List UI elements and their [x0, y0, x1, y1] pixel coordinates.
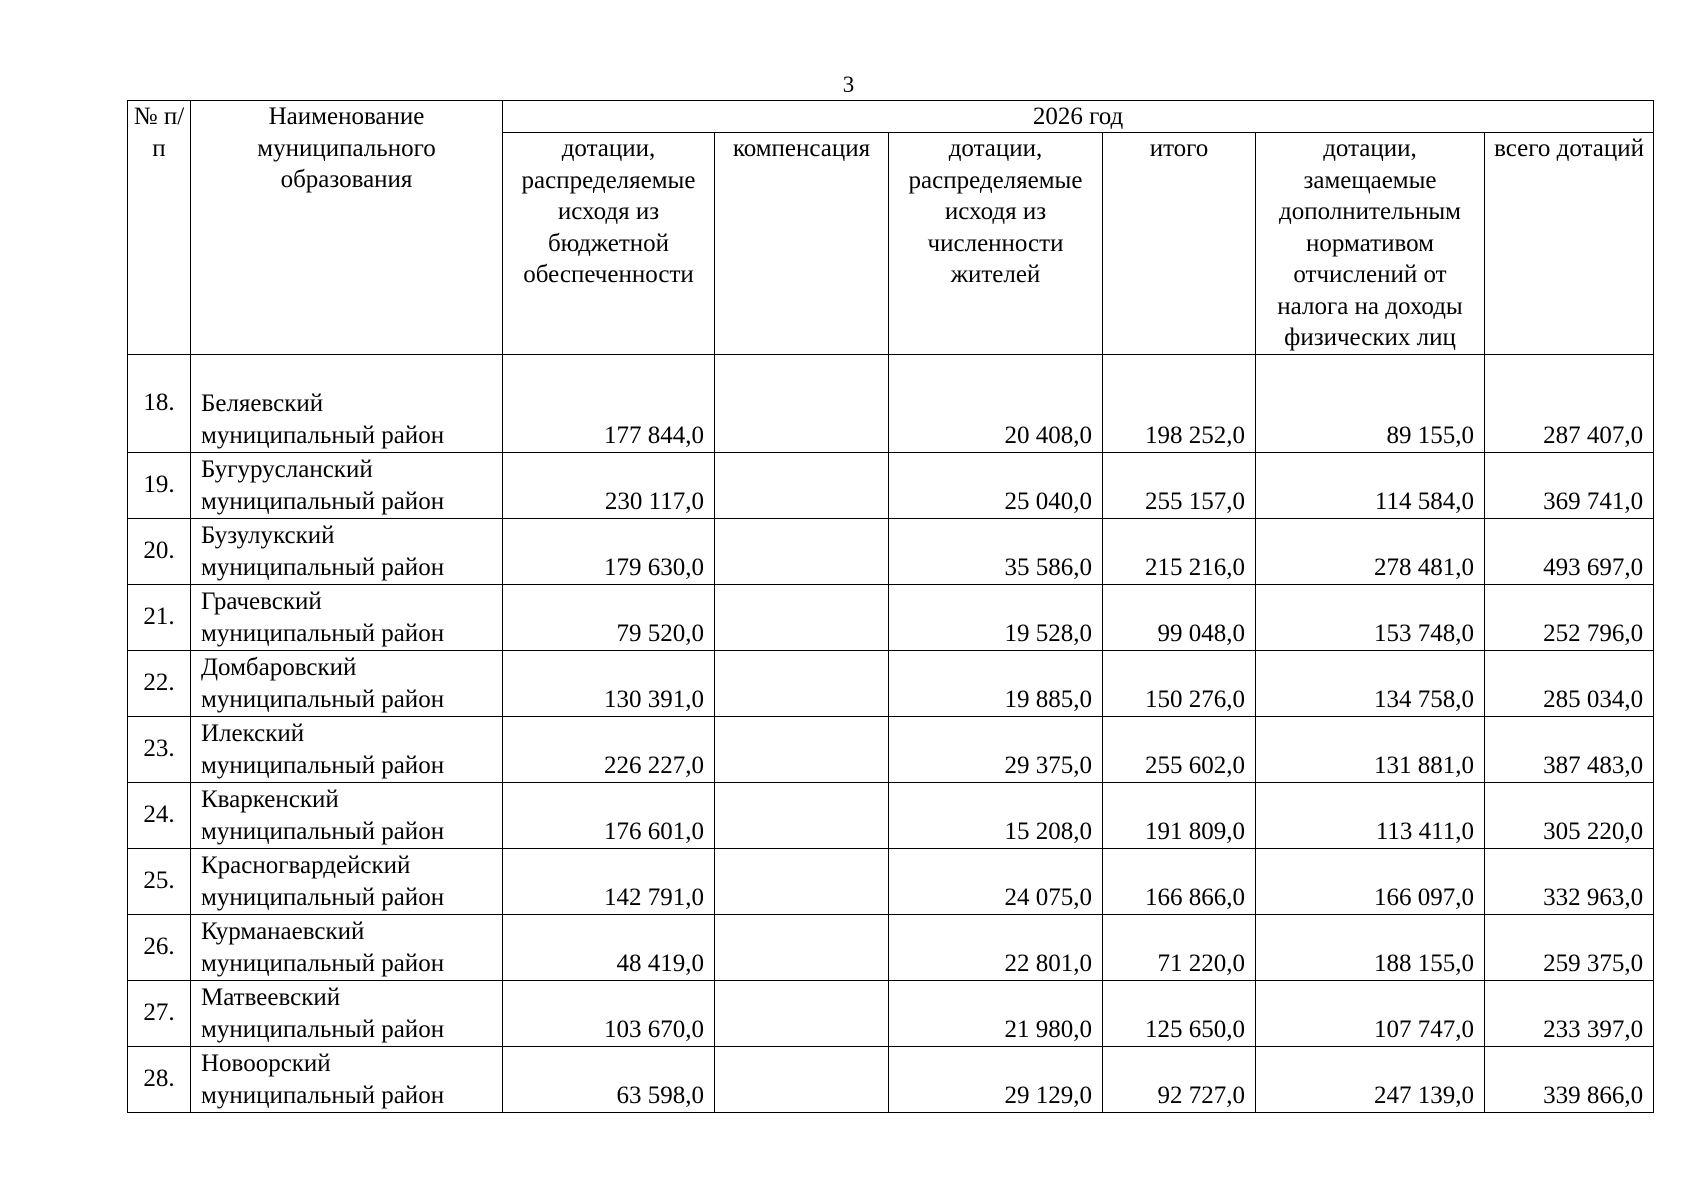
municipality-name-line1: Беляевский [201, 389, 324, 417]
cell-population-subsidies: 24 075,0 [889, 848, 1103, 914]
cell-compensation [715, 518, 889, 584]
cell-all-subsidies: 287 407,0 [1485, 354, 1654, 452]
cell-all-subsidies: 339 866,0 [1485, 1046, 1654, 1112]
municipality-name-line2: муниципальный район [201, 817, 445, 845]
table-row [128, 848, 1654, 914]
cell-total: 255 602,0 [1103, 716, 1256, 782]
table-row [128, 518, 1654, 584]
row-number: 26. [128, 914, 191, 980]
municipality-name-line2: муниципальный район [201, 553, 445, 581]
table-row [128, 354, 1654, 452]
cell-population-subsidies: 22 801,0 [889, 914, 1103, 980]
cell-budget-subsidies: 63 598,0 [503, 1046, 715, 1112]
municipality-name [191, 848, 503, 914]
table-row [128, 716, 1654, 782]
cell-total: 125 650,0 [1103, 980, 1256, 1046]
municipality-name-line1: Матвеевский [201, 983, 341, 1011]
header-compensation: компенсация [715, 133, 889, 355]
cell-all-subsidies: 369 741,0 [1485, 452, 1654, 518]
cell-budget-subsidies: 130 391,0 [503, 650, 715, 716]
cell-ndfl-subsidies: 131 881,0 [1256, 716, 1485, 782]
row-number: 18. [128, 354, 191, 452]
table-row [128, 650, 1654, 716]
municipality-name [191, 782, 503, 848]
municipality-name-line2: муниципальный район [201, 1015, 445, 1043]
cell-total: 215 216,0 [1103, 518, 1256, 584]
cell-population-subsidies: 35 586,0 [889, 518, 1103, 584]
cell-ndfl-subsidies: 134 758,0 [1256, 650, 1485, 716]
cell-population-subsidies: 19 885,0 [889, 650, 1103, 716]
cell-budget-subsidies: 142 791,0 [503, 848, 715, 914]
cell-budget-subsidies: 176 601,0 [503, 782, 715, 848]
header-year: 2026 год [503, 101, 1654, 133]
cell-compensation [715, 452, 889, 518]
municipality-name [191, 354, 503, 452]
cell-population-subsidies: 15 208,0 [889, 782, 1103, 848]
cell-all-subsidies: 233 397,0 [1485, 980, 1654, 1046]
cell-population-subsidies: 29 129,0 [889, 1046, 1103, 1112]
row-number: 23. [128, 716, 191, 782]
cell-total: 198 252,0 [1103, 354, 1256, 452]
cell-total: 150 276,0 [1103, 650, 1256, 716]
subsidies-table [127, 100, 1654, 1113]
cell-ndfl-subsidies: 278 481,0 [1256, 518, 1485, 584]
row-number: 22. [128, 650, 191, 716]
cell-budget-subsidies: 226 227,0 [503, 716, 715, 782]
cell-compensation [715, 584, 889, 650]
cell-ndfl-subsidies: 153 748,0 [1256, 584, 1485, 650]
cell-all-subsidies: 387 483,0 [1485, 716, 1654, 782]
cell-population-subsidies: 19 528,0 [889, 584, 1103, 650]
cell-compensation [715, 1046, 889, 1112]
municipality-name-line2: муниципальный район [201, 685, 445, 713]
table-row [128, 782, 1654, 848]
cell-budget-subsidies: 179 630,0 [503, 518, 715, 584]
table-row [128, 980, 1654, 1046]
municipality-name-line1: Бугурусланский [201, 455, 373, 483]
row-number: 28. [128, 1046, 191, 1112]
cell-budget-subsidies: 177 844,0 [503, 354, 715, 452]
header-all-subsidies: всего дотаций [1485, 133, 1654, 355]
municipality-name [191, 650, 503, 716]
cell-population-subsidies: 20 408,0 [889, 354, 1103, 452]
municipality-name [191, 716, 503, 782]
cell-budget-subsidies: 48 419,0 [503, 914, 715, 980]
cell-all-subsidies: 285 034,0 [1485, 650, 1654, 716]
table-body [128, 354, 1654, 1112]
municipality-name [191, 1046, 503, 1112]
cell-all-subsidies: 252 796,0 [1485, 584, 1654, 650]
row-number: 21. [128, 584, 191, 650]
cell-total: 166 866,0 [1103, 848, 1256, 914]
row-number: 25. [128, 848, 191, 914]
municipality-name-line1: Илекский [201, 719, 305, 747]
row-number: 19. [128, 452, 191, 518]
cell-compensation [715, 848, 889, 914]
header-name: Наименование муниципального образования [191, 101, 503, 355]
cell-budget-subsidies: 103 670,0 [503, 980, 715, 1046]
cell-population-subsidies: 25 040,0 [889, 452, 1103, 518]
row-number: 20. [128, 518, 191, 584]
cell-compensation [715, 650, 889, 716]
cell-population-subsidies: 21 980,0 [889, 980, 1103, 1046]
header-ndfl-subsidies: дотации, замещаемые дополнительным нормативом отчислений от налога на доходы физических лиц [1256, 133, 1485, 355]
cell-total: 191 809,0 [1103, 782, 1256, 848]
cell-all-subsidies: 305 220,0 [1485, 782, 1654, 848]
cell-total: 99 048,0 [1103, 584, 1256, 650]
cell-compensation [715, 716, 889, 782]
row-number: 27. [128, 980, 191, 1046]
cell-ndfl-subsidies: 113 411,0 [1256, 782, 1485, 848]
cell-total: 92 727,0 [1103, 1046, 1256, 1112]
table-row [128, 914, 1654, 980]
cell-ndfl-subsidies: 188 155,0 [1256, 914, 1485, 980]
cell-all-subsidies: 493 697,0 [1485, 518, 1654, 584]
row-number: 24. [128, 782, 191, 848]
cell-ndfl-subsidies: 107 747,0 [1256, 980, 1485, 1046]
municipality-name-line1: Курманаевский [201, 917, 365, 945]
municipality-name-line1: Кваркенский [201, 785, 339, 813]
municipality-name-line1: Домбаровский [201, 653, 357, 681]
municipality-name-line2: муниципальный район [201, 421, 445, 449]
municipality-name [191, 518, 503, 584]
header-budget-subsidies: дотации, распределяемые исходя из бюджетной обеспеченности [503, 133, 715, 355]
municipality-name-line1: Красногвардейский [201, 851, 411, 879]
cell-ndfl-subsidies: 166 097,0 [1256, 848, 1485, 914]
header-num: № п/п [128, 101, 191, 355]
municipality-name [191, 452, 503, 518]
table-row [128, 1046, 1654, 1112]
cell-total: 255 157,0 [1103, 452, 1256, 518]
cell-budget-subsidies: 79 520,0 [503, 584, 715, 650]
municipality-name-line1: Новоорский [201, 1049, 331, 1077]
municipality-name-line2: муниципальный район [201, 1081, 445, 1109]
header-total: итого [1103, 133, 1256, 355]
cell-total: 71 220,0 [1103, 914, 1256, 980]
municipality-name-line1: Бузулукский [201, 521, 335, 549]
cell-ndfl-subsidies: 247 139,0 [1256, 1046, 1485, 1112]
cell-ndfl-subsidies: 114 584,0 [1256, 452, 1485, 518]
cell-compensation [715, 354, 889, 452]
municipality-name-line2: муниципальный район [201, 619, 445, 647]
table-row [128, 584, 1654, 650]
cell-compensation [715, 782, 889, 848]
municipality-name-line2: муниципальный район [201, 949, 445, 977]
municipality-name-line2: муниципальный район [201, 487, 445, 515]
municipality-name [191, 980, 503, 1046]
cell-compensation [715, 980, 889, 1046]
page-number: 3 [842, 72, 855, 97]
cell-budget-subsidies: 230 117,0 [503, 452, 715, 518]
municipality-name-line2: муниципальный район [201, 883, 445, 911]
cell-compensation [715, 914, 889, 980]
municipality-name-line1: Грачевский [201, 587, 322, 615]
municipality-name-line2: муниципальный район [201, 751, 445, 779]
cell-population-subsidies: 29 375,0 [889, 716, 1103, 782]
cell-all-subsidies: 259 375,0 [1485, 914, 1654, 980]
municipality-name [191, 584, 503, 650]
header-population-subsidies: дотации, распределяемые исходя из численности жителей [889, 133, 1103, 355]
cell-all-subsidies: 332 963,0 [1485, 848, 1654, 914]
table-row [128, 452, 1654, 518]
municipality-name [191, 914, 503, 980]
cell-ndfl-subsidies: 89 155,0 [1256, 354, 1485, 452]
